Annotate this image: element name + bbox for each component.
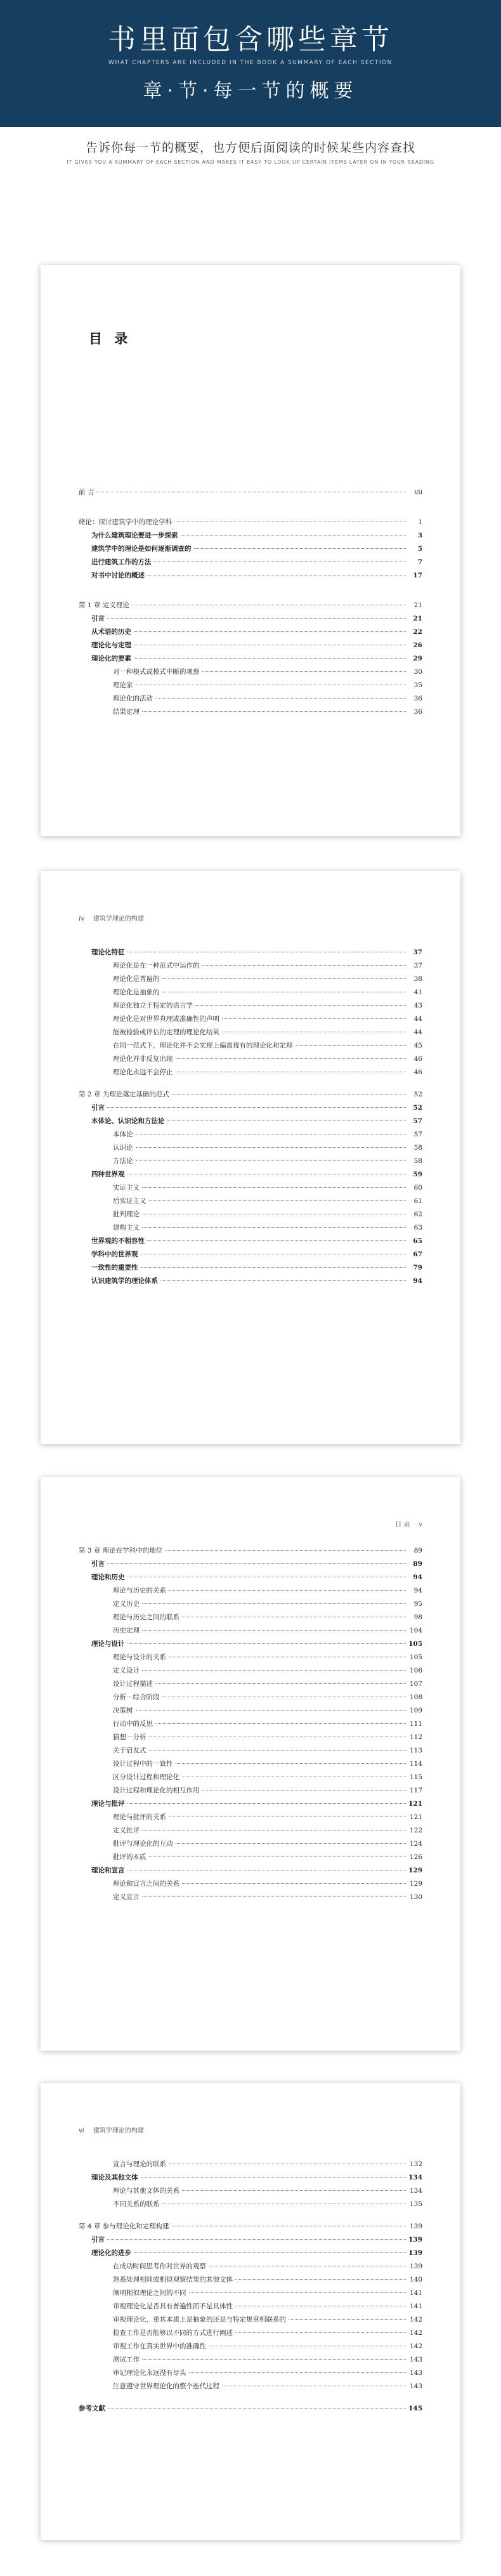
- toc-entry[interactable]: 关于启发式 113: [113, 1747, 422, 1754]
- toc-entry[interactable]: 定义宣言 130: [113, 1893, 422, 1901]
- toc-entry[interactable]: 理论化是抽象的 41: [113, 989, 422, 996]
- toc-entry[interactable]: 理论和历史 94: [91, 1574, 422, 1581]
- toc-entry[interactable]: 理论与设计的关系 105: [113, 1653, 422, 1661]
- toc-list: [79, 2159, 422, 2417]
- toc-entry[interactable]: 引言 52: [91, 1104, 422, 1112]
- toc-entry[interactable]: 审视工作在真实世界中的准确性 142: [113, 2343, 422, 2350]
- running-header: [79, 2125, 144, 2134]
- toc-entry[interactable]: 在成功时间思考你对世界的观察 139: [113, 2263, 422, 2270]
- book-title: 建筑学理论的构建: [93, 2127, 144, 2134]
- toc-entry[interactable]: 引言 21: [91, 615, 422, 622]
- toc-entry[interactable]: 理论与批评的关系 121: [113, 1813, 422, 1821]
- toc-entry[interactable]: 理论与历史的关系 94: [113, 1587, 422, 1594]
- toc-entry[interactable]: 理论和宣言 129: [91, 1867, 422, 1874]
- page-number: iv: [79, 916, 84, 923]
- toc-entry[interactable]: 前 言 vii: [79, 489, 422, 496]
- book-title: 建筑学理论的构建: [93, 916, 144, 923]
- toc-entry[interactable]: 理论化的要素 29: [91, 655, 422, 662]
- toc-entry[interactable]: 审记理论化永远没有尽头 143: [113, 2369, 422, 2377]
- toc-entry[interactable]: 一致性的重要性 79: [91, 1264, 422, 1272]
- toc-entry[interactable]: 检查工作是否能够以不同的方式进行阐述 142: [113, 2329, 422, 2337]
- toc-entry[interactable]: 测试工作 143: [113, 2356, 422, 2363]
- toc-entry[interactable]: 定义历史 95: [113, 1600, 422, 1608]
- toc-entry[interactable]: 能被检验或评估的定理的理论化结果 44: [113, 1028, 422, 1036]
- toc-entry[interactable]: 设计过程描述 107: [113, 1680, 422, 1688]
- toc-entry[interactable]: 设计过程和理论化的相互作用 117: [113, 1787, 422, 1794]
- toc-entry[interactable]: 理论家 35: [113, 681, 422, 689]
- toc-entry[interactable]: 批评的本质 126: [113, 1853, 422, 1861]
- toc-entry[interactable]: 注意遵守世界理论化的整个连代过程 143: [113, 2382, 422, 2390]
- toc-entry[interactable]: 本体论 57: [113, 1131, 422, 1138]
- banner-title: 书里面包含哪些章节: [108, 23, 393, 56]
- running-header: [79, 913, 144, 923]
- toc-entry[interactable]: 本体论、认识论和方法论 57: [91, 1117, 422, 1125]
- toc-entry[interactable]: 结果定理 36: [113, 708, 422, 716]
- toc-entry[interactable]: 理论化独立于特定的语言学 43: [113, 1002, 422, 1009]
- toc-page-1: [41, 265, 460, 836]
- toc-entry[interactable]: 理论化与定理 26: [91, 641, 422, 649]
- toc-entry[interactable]: 审视理论化是否具有普遍性而不是具体性 141: [113, 2303, 422, 2310]
- toc-entry[interactable]: 行动中的反思 111: [113, 1720, 422, 1728]
- toc-entry[interactable]: 建构主义 63: [113, 1224, 422, 1232]
- running-header: [395, 1519, 422, 1528]
- toc-entry[interactable]: 对一种模式或模式中断的观察 30: [113, 668, 422, 676]
- toc-list: [79, 1546, 422, 1905]
- toc-entry[interactable]: 理论与历史之间的联系 98: [113, 1613, 422, 1621]
- toc-entry[interactable]: 理论化的活动 36: [113, 695, 422, 702]
- page-number: v: [419, 1521, 422, 1528]
- toc-entry[interactable]: 决策树 109: [113, 1707, 422, 1714]
- toc-entry[interactable]: 区分设计过程和理论化 115: [113, 1773, 422, 1781]
- page-number: vi: [79, 2127, 84, 2134]
- toc-entry[interactable]: 绪论：探讨建筑学中的理论学科 1: [79, 518, 422, 526]
- toc-entry[interactable]: 实证主义 60: [113, 1184, 422, 1192]
- toc-entry[interactable]: 引言 139: [91, 2236, 422, 2244]
- toc-entry[interactable]: 理论化是在一种范式中运作的 37: [113, 962, 422, 969]
- toc-entry[interactable]: 理论化的进步 139: [91, 2249, 422, 2257]
- toc-entry[interactable]: 后实证主义 61: [113, 1197, 422, 1205]
- toc-entry[interactable]: 历史定理 104: [113, 1627, 422, 1634]
- toc-entry[interactable]: 猜想－分析 112: [113, 1733, 422, 1741]
- toc-entry[interactable]: 四种世界观 59: [91, 1171, 422, 1178]
- toc-entry[interactable]: 建筑学中的理论是如何逐渐调查的 5: [91, 545, 422, 553]
- toc-entry[interactable]: 不同关系的联系 135: [113, 2200, 422, 2208]
- toc-page-4: [41, 2083, 460, 2540]
- toc-entry[interactable]: 第 1 章 定义理论 21: [79, 601, 422, 609]
- toc-entry[interactable]: 宣言与理论的联系 132: [113, 2160, 422, 2168]
- toc-entry[interactable]: 第 4 章 参与理论化和定理构建 139: [79, 2223, 422, 2230]
- toc-entry[interactable]: 定义设计 106: [113, 1667, 422, 1674]
- toc-entry[interactable]: 学科中的世界观 67: [91, 1251, 422, 1258]
- toc-heading: 目 录: [89, 331, 132, 346]
- toc-entry[interactable]: 理论化是普遍的 38: [113, 975, 422, 983]
- toc-entry[interactable]: 设计过程中的一致性 114: [113, 1760, 422, 1768]
- toc-entry[interactable]: 理论和宣言之间的关系 129: [113, 1880, 422, 1888]
- toc-entry[interactable]: 参考文献 145: [79, 2405, 422, 2412]
- toc-entry[interactable]: 在同一范式下，理论化并不会实现上偏离现有的理论化和定理 45: [113, 1042, 422, 1049]
- banner-tagline: 章·节·每一节的概要: [143, 80, 358, 102]
- toc-entry[interactable]: 理论化永远不会停止 46: [113, 1068, 422, 1076]
- toc-entry[interactable]: 进行建筑工作的方法 7: [91, 558, 422, 566]
- toc-entry[interactable]: 理论与设计 105: [91, 1640, 422, 1648]
- toc-entry[interactable]: 从术语的历史 22: [91, 628, 422, 636]
- toc-entry[interactable]: 世界观的不相容性 65: [91, 1237, 422, 1245]
- header-banner: [0, 0, 501, 127]
- toc-entry[interactable]: 理论及其他文体 134: [91, 2174, 422, 2181]
- toc-entry[interactable]: 认识建筑学的理论体系 94: [91, 1277, 422, 1285]
- toc-list: [79, 487, 422, 720]
- toc-entry[interactable]: 分析－综合阶段 108: [113, 1693, 422, 1701]
- toc-entry[interactable]: 熟悉处理相同或相似观察结果的其他文体 140: [113, 2276, 422, 2284]
- toc-entry[interactable]: 方法论 58: [113, 1157, 422, 1165]
- toc-entry[interactable]: 批判理论 62: [113, 1211, 422, 1218]
- toc-entry[interactable]: 理论化并非反复出现 46: [113, 1055, 422, 1063]
- toc-entry[interactable]: 第 2 章 为理论奠定基础的范式 52: [79, 1091, 422, 1098]
- toc-entry[interactable]: 为什么建筑理论要进一步探索 3: [91, 532, 422, 539]
- toc-entry[interactable]: 理论与其他文体的关系 134: [113, 2187, 422, 2195]
- intro-text: 告诉你每一节的概要，也方便后面阅读的时候某些内容查找: [85, 141, 415, 155]
- toc-entry[interactable]: 审视理论化，重其本质上是抽象的还是与特定规章相联系的 142: [113, 2316, 422, 2323]
- toc-entry[interactable]: 定义批评 122: [113, 1827, 422, 1834]
- toc-entry[interactable]: 理论与批评 121: [91, 1800, 422, 1808]
- toc-list: [79, 947, 422, 1289]
- toc-entry[interactable]: 理论化特征 37: [91, 949, 422, 956]
- toc-page-3: [41, 1477, 460, 2051]
- toc-entry[interactable]: 引言 89: [91, 1560, 422, 1568]
- toc-entry[interactable]: 对书中讨论的概述 17: [91, 572, 422, 579]
- toc-entry[interactable]: 批评与理论化的互动 124: [113, 1840, 422, 1848]
- toc-entry[interactable]: 阐明相似理论之间的不同 141: [113, 2289, 422, 2297]
- toc-page-2: [41, 871, 460, 1444]
- page-label: 目 录: [395, 1521, 410, 1528]
- toc-entry[interactable]: 认识论 58: [113, 1144, 422, 1152]
- toc-entry[interactable]: 第 3 章 理论在学科中的地位 89: [79, 1547, 422, 1554]
- intro-text-en: IT GIVES YOU A SUMMARY OF EACH SECTION AND MAKES IT EASY TO LOOK UP CERTAIN ITEMS LATER ON IN YOUR READING: [67, 159, 434, 165]
- toc-entry[interactable]: 理论化是对世界真理或准确性的声明 44: [113, 1015, 422, 1023]
- banner-subtitle-en: WHAT CHAPTERS ARE INCLUDED IN THE BOOK A SUMMARY OF EACH SECTION: [108, 60, 393, 66]
